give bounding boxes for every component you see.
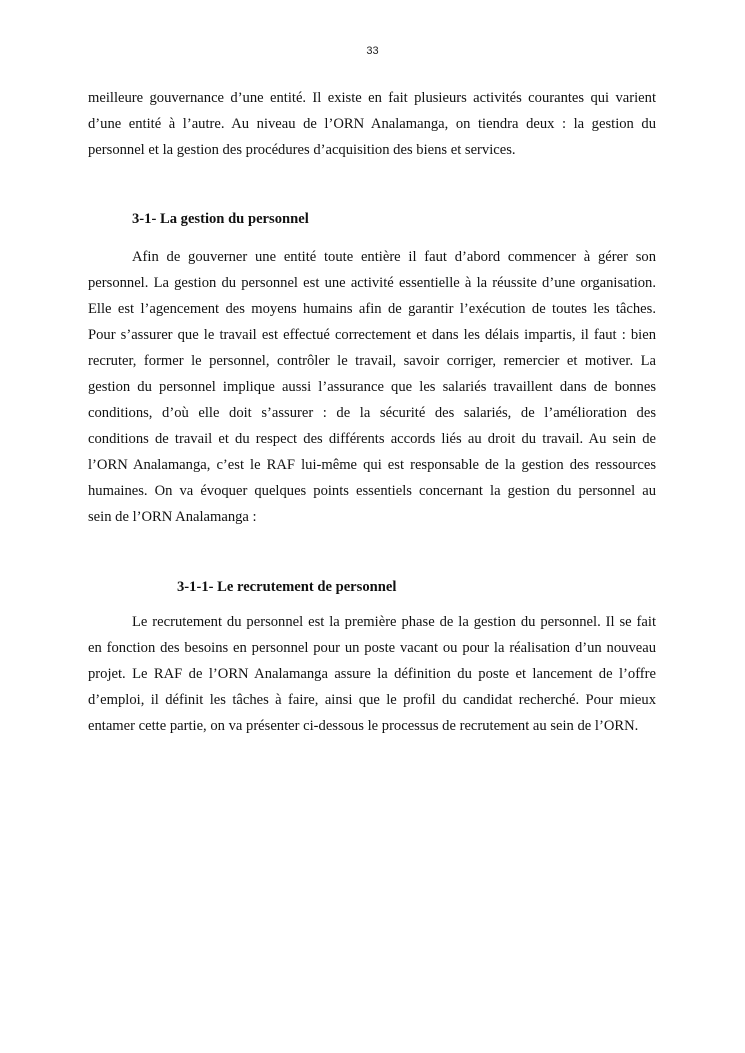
section-line-6: gestion du personnel implique aussi l’assurance que les salariés travaillent dans de bonnes <box>88 379 656 395</box>
section-line-5: recruter, former le personnel, contrôler le travail, savoir corriger, remercier et motiver. La <box>88 353 656 369</box>
section-line-3: Elle est l’agencement des moyens humains afin de garantir l’exécution de toutes les tâches. <box>88 301 656 317</box>
section-line-8: conditions de travail et du respect des différents accords liés au droit du travail. Au sein de <box>88 431 656 447</box>
intro-line-3: personnel et la gestion des procédures d’acquisition des biens et services. <box>88 142 516 158</box>
section-line-11: sein de l’ORN Analamanga : <box>88 509 257 525</box>
subsection-heading: 3-1-1- Le recrutement de personnel <box>177 579 397 595</box>
section-line-7: conditions, d’où elle doit s’assurer : de la sécurité des salariés, de l’amélioration des <box>88 405 656 421</box>
intro-line-2: d’une entité à l’autre. Au niveau de l’ORN Analamanga, on tiendra deux : la gestion du <box>88 116 656 132</box>
section-heading: 3-1- La gestion du personnel <box>132 211 309 227</box>
section-line-2: personnel. La gestion du personnel est une activité essentielle à la réussite d’une organisation. <box>88 275 656 291</box>
section-line-1: Afin de gouverner une entité toute entière il faut d’abord commencer à gérer son <box>132 249 656 265</box>
section-line-9: l’ORN Analamanga, c’est le RAF lui-même qui est responsable de la gestion des ressources <box>88 457 656 473</box>
section-line-10: humaines. On va évoquer quelques points essentiels concernant la gestion du personnel au <box>88 483 656 499</box>
page-number: 33 <box>366 45 379 57</box>
subsection-line-2: en fonction des besoins en personnel pour un poste vacant ou pour la réalisation d’un nouveau <box>88 640 656 656</box>
subsection-line-3: projet. Le RAF de l’ORN Analamanga assure la définition du poste et lancement de l’offre <box>88 666 656 682</box>
subsection-line-1: Le recrutement du personnel est la première phase de la gestion du personnel. Il se fait <box>132 614 656 630</box>
intro-line-1: meilleure gouvernance d’une entité. Il existe en fait plusieurs activités courantes qui varient <box>88 90 656 106</box>
section-line-4: Pour s’assurer que le travail est effectué correctement et dans les délais impartis, il faut : bien <box>88 327 656 343</box>
subsection-line-5: entamer cette partie, on va présenter ci-dessous le processus de recrutement au sein de l’ORN. <box>88 718 639 734</box>
subsection-line-4: d’emploi, il définit les tâches à faire, ainsi que le profil du candidat recherché. Pour mieux <box>88 692 656 708</box>
